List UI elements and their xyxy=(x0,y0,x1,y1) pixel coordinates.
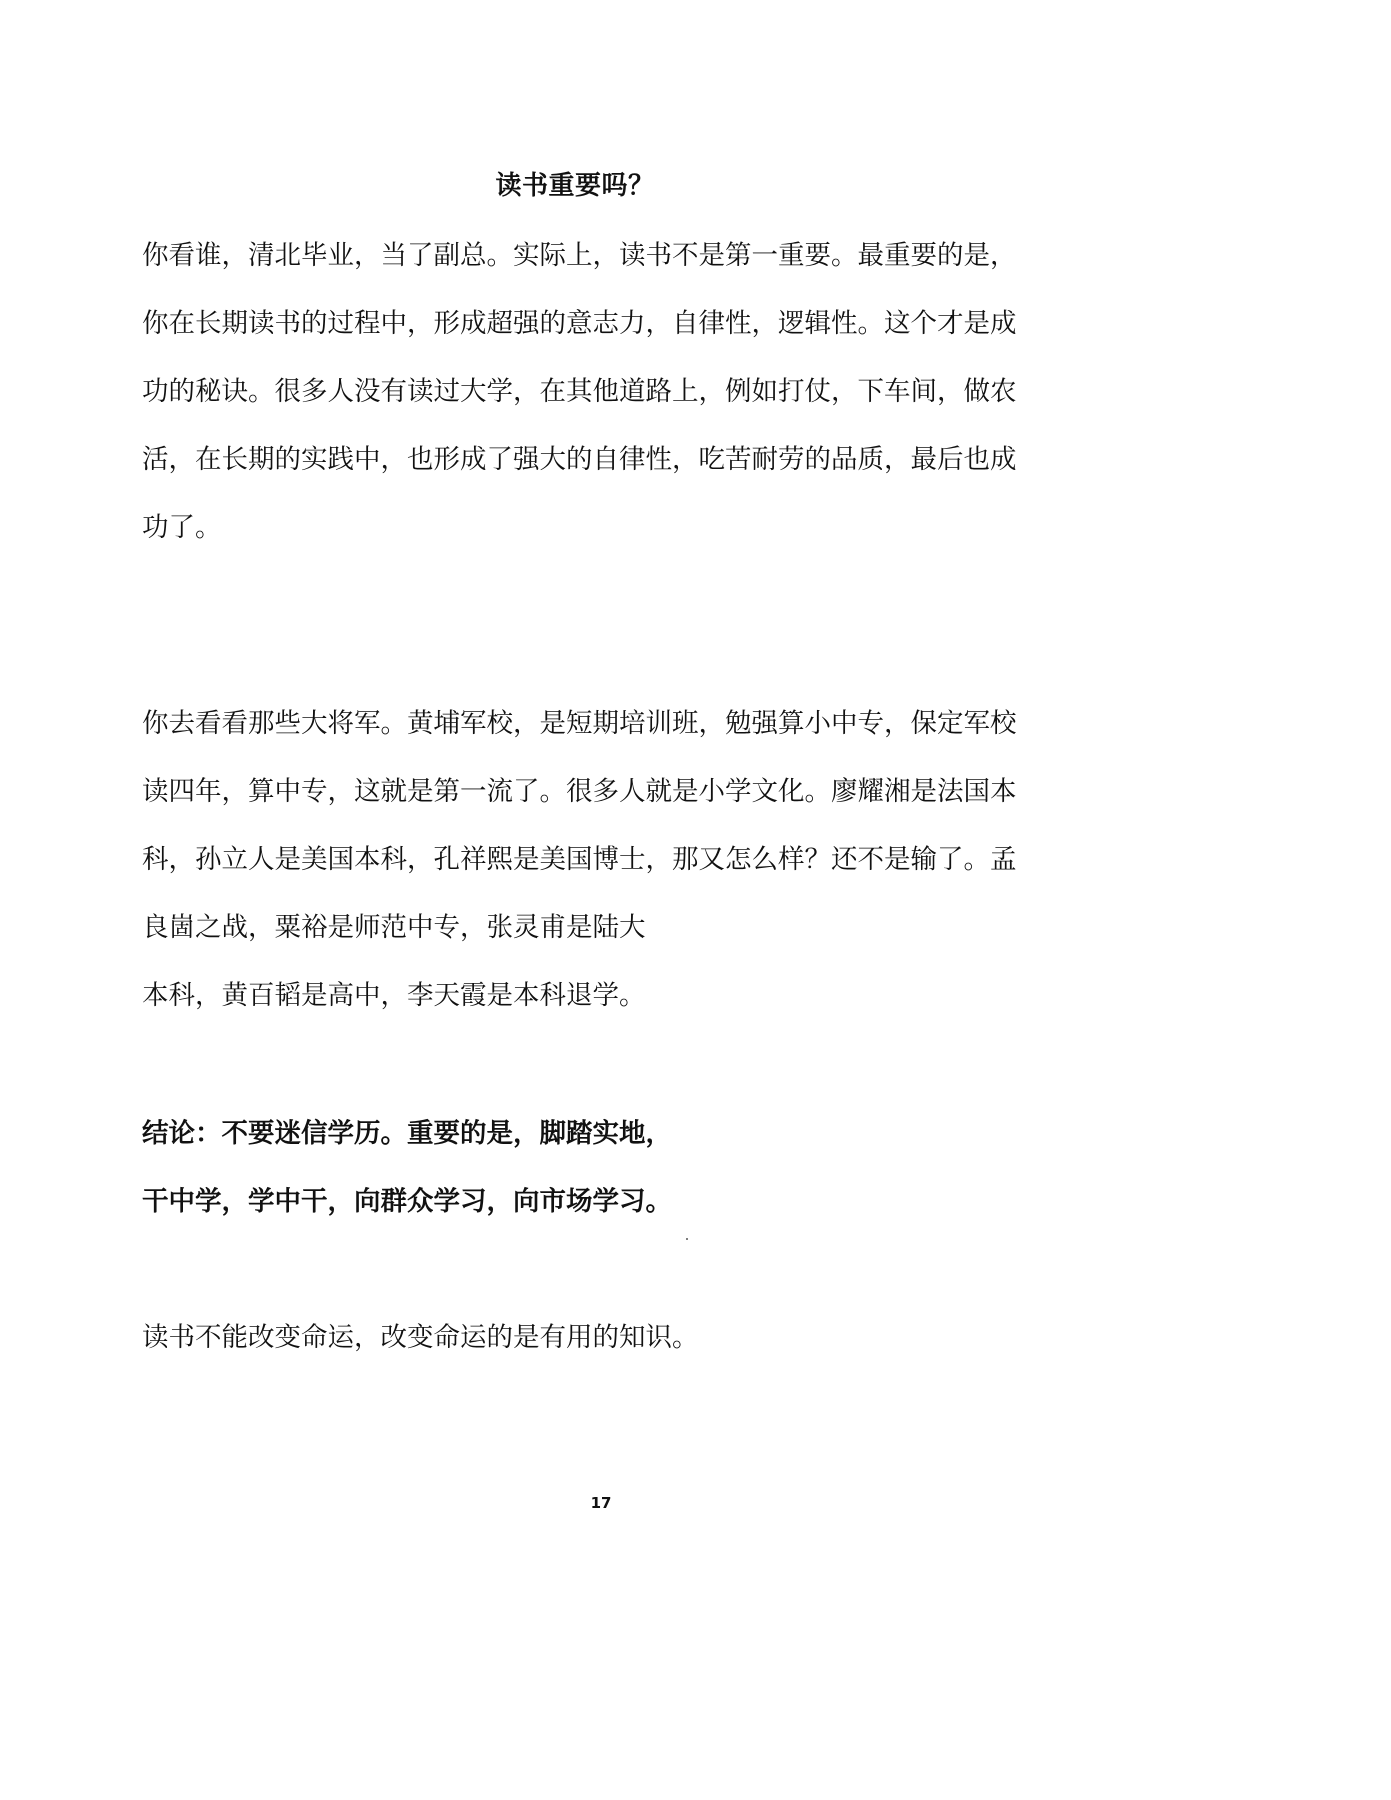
paragraph-generals xyxy=(142,690,1022,1030)
page-title: 读书重要吗？ xyxy=(495,171,655,201)
text-line: 功了。 xyxy=(142,512,222,543)
paragraph-conclusion xyxy=(142,1100,1022,1236)
text-line: 读四年，算中专，这就是第一流了。很多人就是小学文化。廖耀湘是法国本 xyxy=(142,776,1017,807)
text-line: 活，在长期的实践中，也形成了强大的自律性，吃苦耐劳的品质，最后也成 xyxy=(142,444,1017,475)
page-number: 17 xyxy=(590,1494,612,1512)
text-line: 你在长期读书的过程中，形成超强的意志力，自律性，逻辑性。这个才是成 xyxy=(142,308,1017,339)
text-line: 结论：不要迷信学历。重要的是，脚踏实地， xyxy=(142,1118,672,1149)
text-line: 干中学，学中干，向群众学习，向市场学习。 xyxy=(142,1186,672,1217)
paragraph-reading-importance xyxy=(142,222,1022,562)
text-line: 科，孙立人是美国本科，孔祥熙是美国博士，那又怎么样？还不是输了。孟 xyxy=(142,844,1017,875)
text-line: 读书不能改变命运，改变命运的是有用的知识。 xyxy=(142,1322,699,1353)
text-line: 本科，黄百韬是高中，李天霞是本科退学。 xyxy=(142,980,646,1011)
text-line: 良崮之战，粟裕是师范中专，张灵甫是陆大 xyxy=(142,912,646,943)
text-line: 你看谁，清北毕业，当了副总。实际上，读书不是第一重要。最重要的是， xyxy=(142,240,1017,271)
text-line: 功的秘诀。很多人没有读过大学，在其他道路上，例如打仗，下车间，做农 xyxy=(142,376,1017,407)
text-line: 你去看看那些大将军。黄埔军校，是短期培训班，勉强算小中专，保定军校 xyxy=(142,708,1017,739)
paragraph-closing xyxy=(142,1304,1022,1372)
scan-speck xyxy=(686,1238,688,1240)
